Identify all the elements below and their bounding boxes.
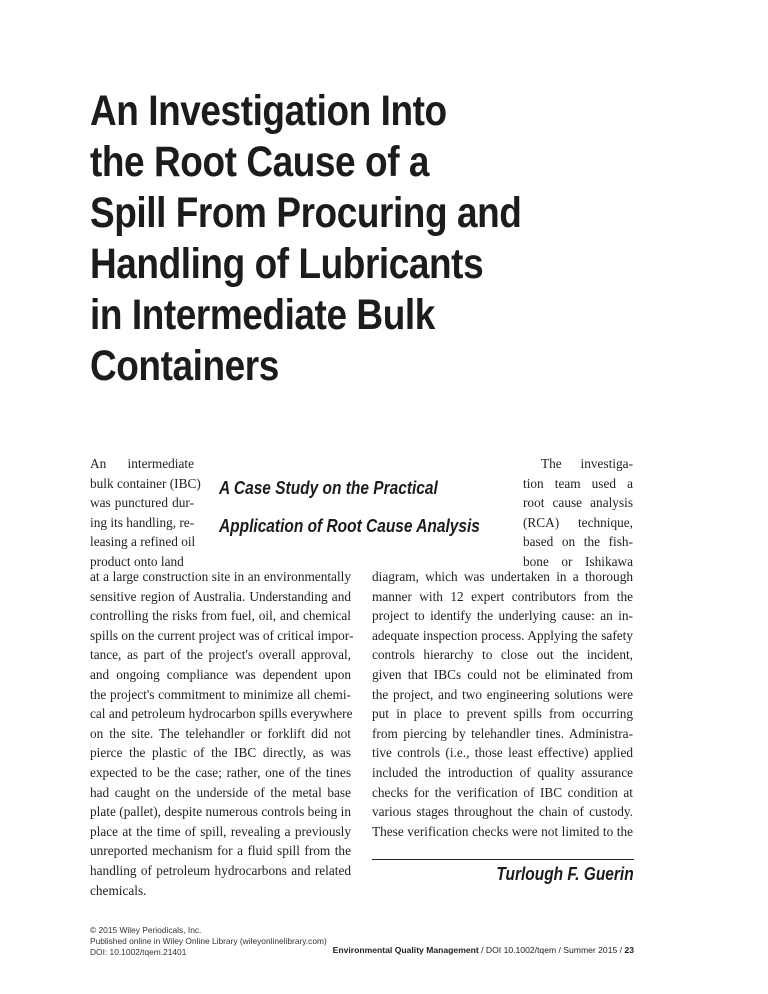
title-line: An Investigation Into xyxy=(90,87,447,135)
article-title xyxy=(90,86,606,392)
footer-publisher-info xyxy=(90,925,327,958)
text-line: controls hierarchy to close out the incident, xyxy=(372,647,633,663)
abstract-right-column xyxy=(372,567,633,841)
title-line: Handling of Lubricants xyxy=(90,240,484,288)
text-line: put in place to prevent spills from occurring xyxy=(372,706,633,722)
text-line: was punctured dur- xyxy=(90,495,194,511)
author-divider xyxy=(372,859,634,860)
abstract-left-column xyxy=(90,567,354,900)
subtitle-line-2: Application of Root Cause Analysis xyxy=(219,516,480,536)
text-line: place at the time of spill, revealing a previously xyxy=(90,823,351,839)
text-line: The investiga- xyxy=(541,456,633,471)
page-number: 23 xyxy=(624,945,634,955)
footer-citation xyxy=(333,945,634,955)
text-line: given that IBCs could not be eliminated from xyxy=(372,666,633,682)
published-online-text: Published online in Wiley Online Library (wileyonlinelibrary.com) xyxy=(90,936,327,946)
text-line: product onto land xyxy=(90,553,184,569)
title-line: in Intermediate Bulk xyxy=(90,291,435,339)
copyright-text: © 2015 Wiley Periodicals, Inc. xyxy=(90,925,202,935)
text-line: tive controls (i.e., those least effective) applied xyxy=(372,745,633,761)
text-line: chemicals. xyxy=(90,882,147,898)
text-line: adequate inspection process. Applying the safety xyxy=(372,627,633,643)
text-line: manner with 12 expert contributors from the xyxy=(372,588,633,604)
text-line: checks for the verification of IBC condition at xyxy=(372,784,633,800)
text-line: root cause analysis xyxy=(523,495,633,511)
title-line: the Root Cause of a xyxy=(90,138,430,186)
text-line: at a large construction site in an environmentally xyxy=(90,569,351,584)
title-line: Spill From Procuring and xyxy=(90,189,522,237)
text-line: tance, as part of the project's overall approval, xyxy=(90,647,351,663)
text-line: pierce the plastic of the IBC directly, as was xyxy=(90,745,351,761)
subtitle-line-1: A Case Study on the Practical xyxy=(219,478,438,498)
text-line: bulk container (IBC) xyxy=(90,475,201,491)
journal-name: Environmental Quality Management xyxy=(332,945,479,955)
abstract-left-narrow xyxy=(90,454,201,572)
text-line: diagram, which was undertaken in a thorough xyxy=(372,569,633,584)
text-line: leasing a refined oil xyxy=(90,534,196,550)
text-line: the project, and two engineering solutions were xyxy=(372,686,633,702)
text-line: unreported mechanism for a fluid spill from the xyxy=(90,843,351,859)
citation-text: / DOI 10.1002/tqem / Summer 2015 / xyxy=(478,945,625,955)
text-line: An intermediate xyxy=(90,456,194,471)
text-line: on the site. The telehandler or forklift did not xyxy=(90,725,351,741)
text-line: the project's commitment to minimize all chemi- xyxy=(90,686,351,702)
abstract-right-narrow xyxy=(523,454,633,572)
text-line: plate (pallet), despite numerous controls being in xyxy=(90,804,351,820)
text-line: These verification checks were not limited to the xyxy=(372,823,633,839)
text-line: project to identify the underlying cause: an in- xyxy=(372,608,633,624)
text-line: cal and petroleum hydrocarbon spills everywhere xyxy=(90,706,353,722)
text-line: handling of petroleum hydrocarbons and related xyxy=(90,862,351,878)
title-line: Containers xyxy=(90,342,279,390)
text-line: expected to be the case; rather, one of the tines xyxy=(90,764,351,780)
text-line: tion team used a xyxy=(523,475,633,491)
text-line: sensitive region of Australia. Understanding and xyxy=(90,588,351,604)
author-name: Turlough F. Guerin xyxy=(496,864,634,884)
text-line: (RCA) technique, xyxy=(523,514,633,530)
text-line: various stages throughout the chain of custody. xyxy=(372,804,633,820)
text-line: ing its handling, re- xyxy=(90,514,195,530)
text-line: included the introduction of quality assurance xyxy=(372,764,633,780)
text-line: based on the fish- xyxy=(523,534,633,550)
text-line: from piercing by telehandler tines. Administra- xyxy=(372,725,633,741)
text-line: controlling the risks from fuel, oil, and chemical xyxy=(90,608,351,624)
text-line: and ongoing compliance was dependent upon xyxy=(90,666,351,682)
text-line: had caught on the underside of the metal base xyxy=(90,784,351,800)
text-line: bone or Ishikawa xyxy=(523,553,633,569)
text-line: spills on the current project was of critical impor- xyxy=(90,627,354,643)
doi-text: DOI: 10.1002/tqem.21401 xyxy=(90,947,187,957)
